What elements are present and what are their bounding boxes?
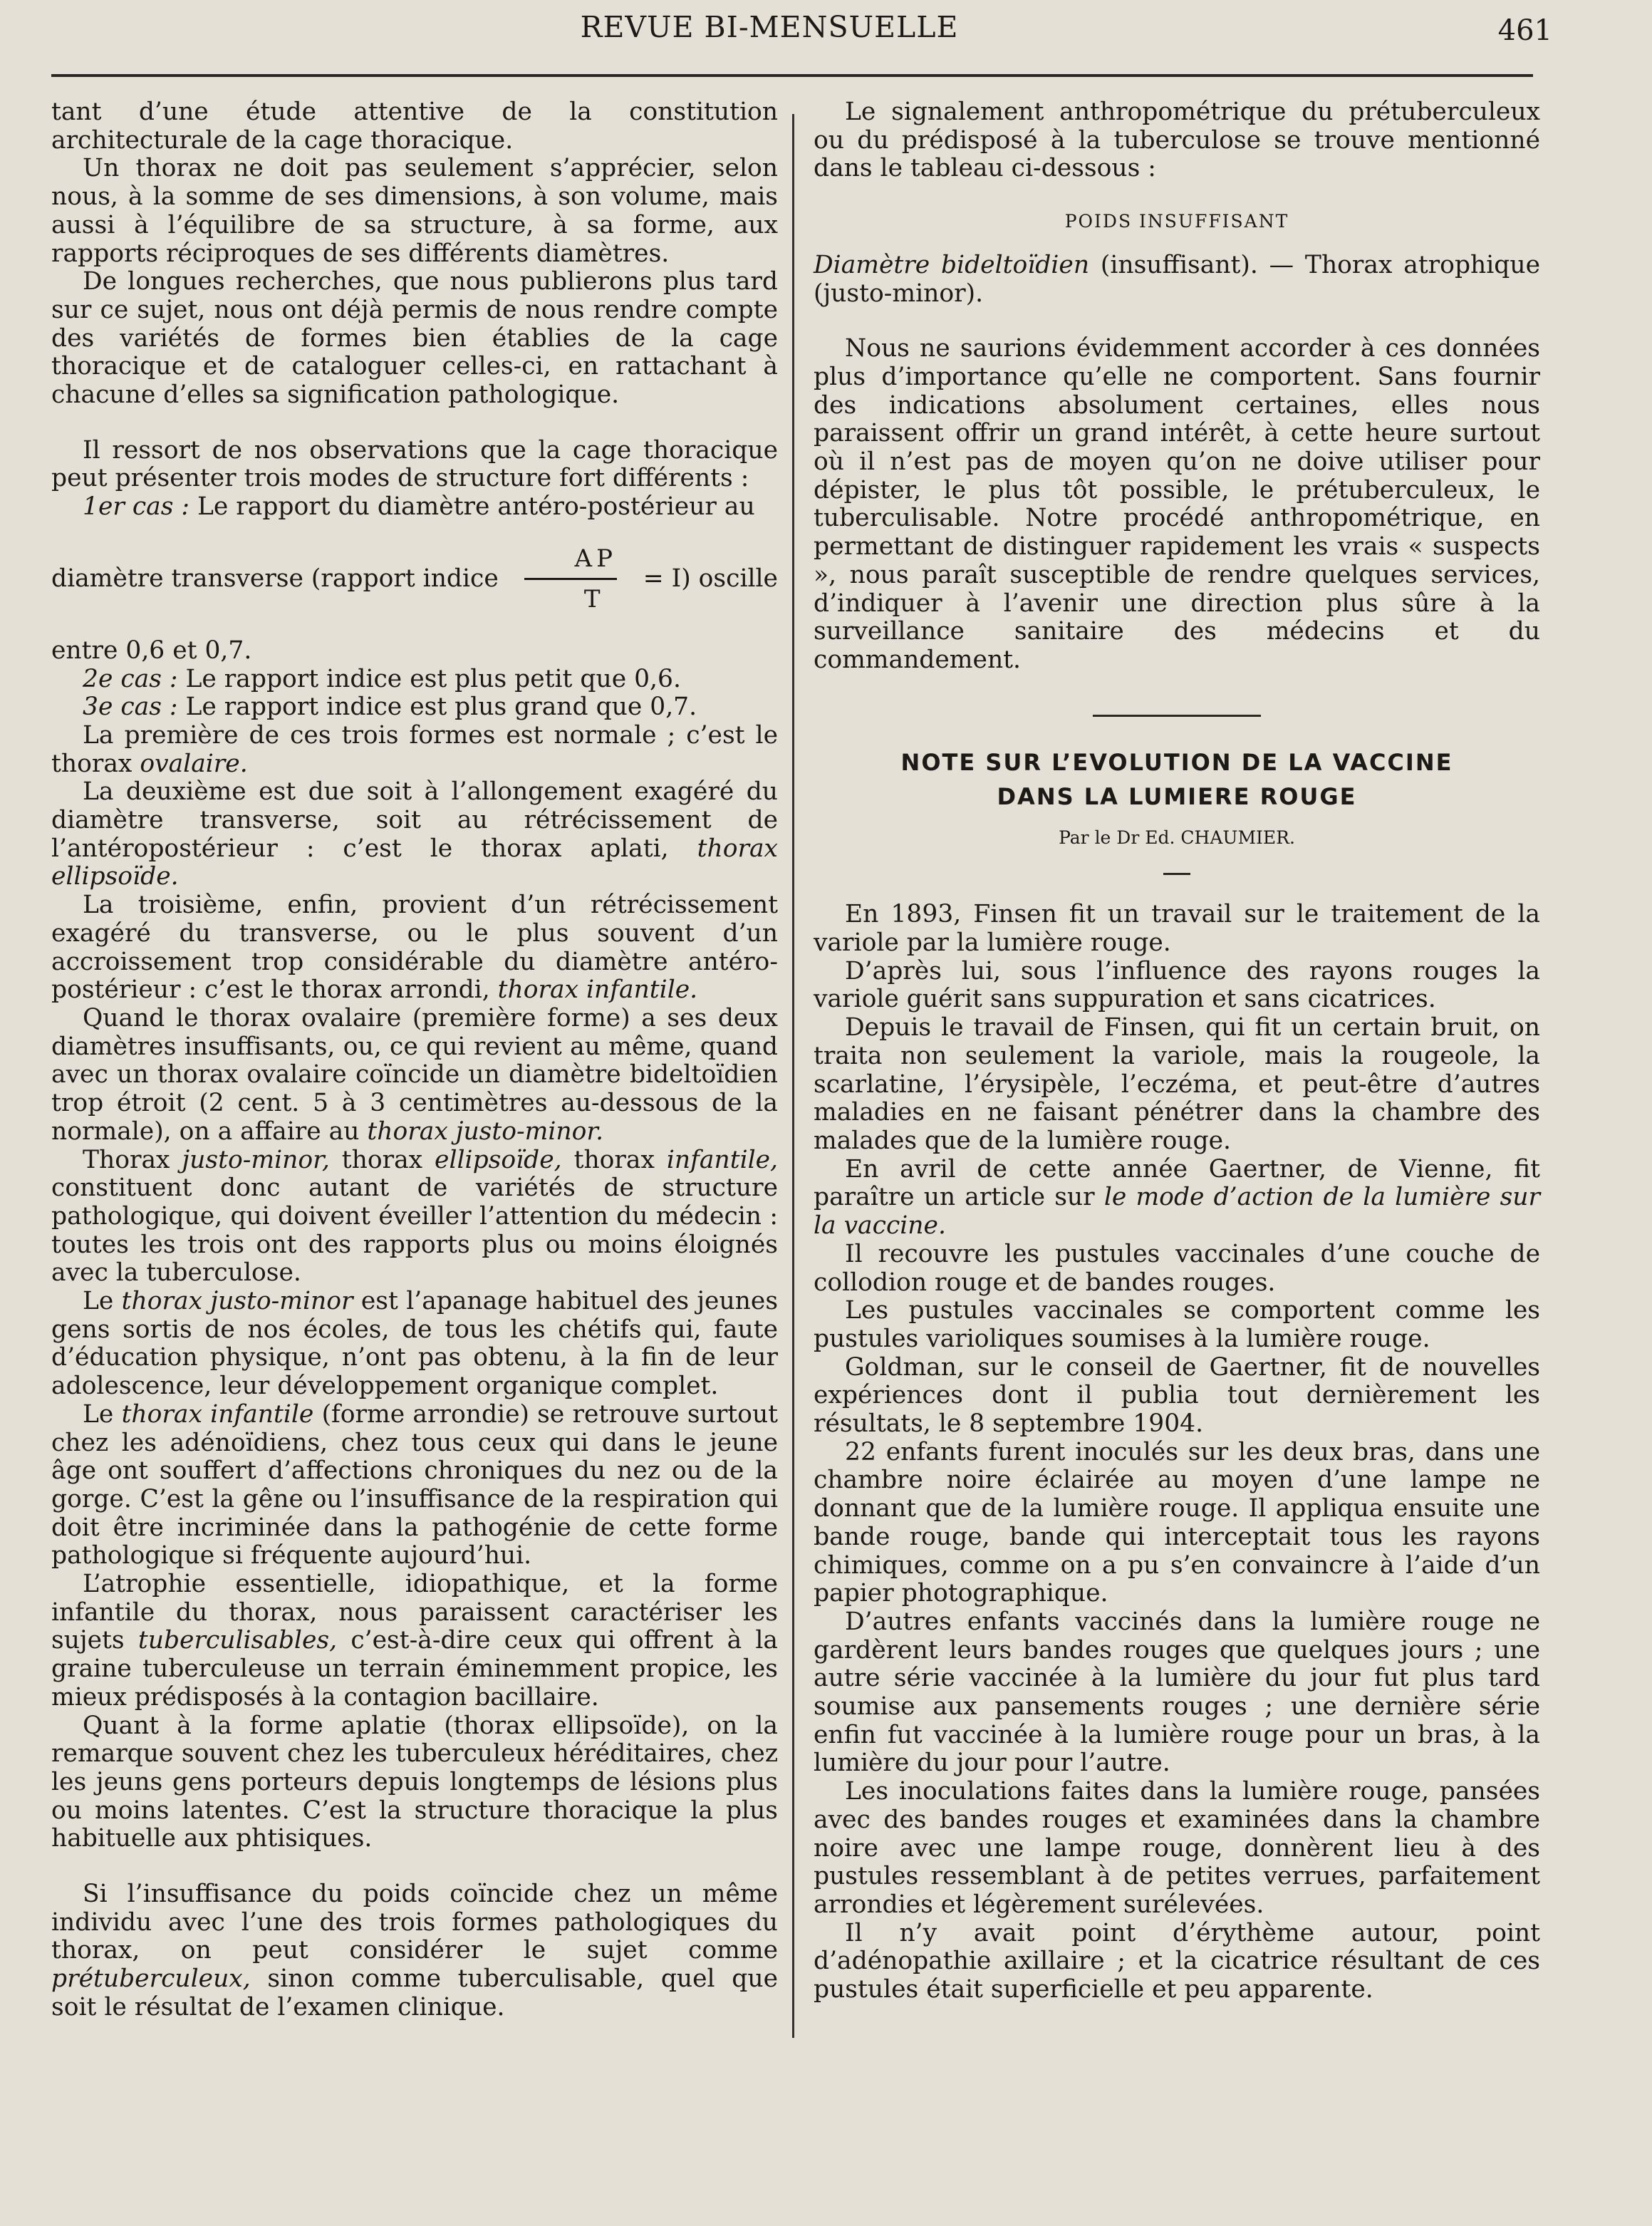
paragraph: Si l’insuffisance du poids coïncide chez un même individu avec l’une des trois formes pathologiques du thorax, on peut considérer le sujet comme prétuberculeux, sinon comme tuberculisable, quel que soit le résultat de l’examen clinique. — [51, 1880, 779, 2021]
paragraph: Il n’y avait point d’érythème autour, point d’adénopathie axillaire ; et la cicatrice résultant de ces pustules était superficielle et peu apparente. — [814, 1918, 1540, 2004]
paragraph: Quant à la forme aplatie (thorax ellipsoïde), on la remarque souvent chez les tuberculeux héréditaires, chez les jeuns gens porteurs depuis longtemps de lésions plus ou moins latentes. C’est la structure thoracique la plus habituelle aux phtisiques. — [51, 1711, 778, 1853]
paragraph: tant d’une étude attentive de la constitution architecturale de la cage thoracique. — [51, 98, 778, 155]
running-header: REVUE BI-MENSUELLE — [580, 10, 959, 44]
paragraph: Nous ne saurions évidemment accorder à ces données plus d’importance qu’elle ne comportent. Sans fournir des indications absolument certaines, elles nous paraissent offrir un grand intérêt, à cette heure surtout où il n’est pas de moyen qu’on ne doive utiliser pour dépister, le plus tôt possible, le prétuberculeux, le tuberculisable. Notre procédé anthropométrique, en permettant de distinguer rapidement les vrais « suspects », nous paraît susceptible de rendre quelques services, d’indiquer à l’avenir une direction plus sûre à la surveillance sanitaire des médecins et du commandement. — [814, 334, 1540, 674]
fraction: $\frac{AP}{T}$ — [524, 542, 617, 616]
paragraph: En avril de cette année Gaertner, de Vienne, fit paraître un article sur le mode d’action de la lumière sur la vaccine. — [814, 1154, 1540, 1241]
paragraph: Un thorax ne doit pas seulement s’apprécier, selon nous, à la somme de ses dimensions, à son volume, mais aussi à l’équilibre de sa structure, à sa forme, aux rapports réciproques de ses différents diamètres. — [51, 154, 778, 268]
paragraph: L’atrophie essentielle, idiopathique, et la forme infantile du thorax, nous paraissent caractériser les sujets tuberculisables, c’est-à-dire ceux qui offrent à la graine tuberculeuse un terrain éminemment propice, les mieux prédisposés à la contagion bacillaire. — [51, 1570, 779, 1712]
paragraph: Il recouvre les pustules vaccinales d’une couche de collodion rouge et de bandes rouges. — [814, 1239, 1540, 1297]
paragraph: Quand le thorax ovalaire (première forme) a ses deux diamètres insuffisants, ou, ce qui revient au même, quand avec un thorax ovalaire coïncide un diamètre bideltoïdien trop étroit (2 cent. 5 à 3 centimètres au-dessous de la normale), on a affaire au thorax justo-minor. — [51, 1003, 778, 1146]
paragraph: Le thorax justo-minor est l’apanage habituel des jeunes gens sortis de nos écoles, de tous les chétifs qui, faute d’éducation physique, n’ont pas obtenu, à la fin de leur adolescence, leur développement organique complet. — [51, 1287, 779, 1401]
page-number: 461 — [1497, 14, 1552, 47]
right-column — [814, 98, 1540, 2004]
column-divider — [792, 114, 794, 2038]
fraction-bar — [524, 578, 617, 580]
ratio-formula: diamètre transverse (rapport indice $\frac{AP}{T}$ = I) oscille — [51, 522, 778, 637]
paragraph: 22 enfants furent inoculés sur les deux bras, dans une chambre noire éclairée au moyen d’une lampe ne donnant que de la lumière rouge. Il appliqua ensuite une bande rouge, bande qui interceptait tous les rayons chimiques, comme on a pu s’en convaincre à l’aide d’un papier photographique. — [814, 1437, 1540, 1608]
table-entry: Diamètre bideltoïdien (insuffisant). — Thorax atrophique (justo-minor). — [814, 250, 1541, 308]
section-divider — [1093, 715, 1261, 717]
paragraph: En 1893, Finsen fit un travail sur le traitement de la variole par la lumière rouge. — [814, 900, 1540, 958]
paragraph: Il ressort de nos observations que la cage thoracique peut présenter trois modes de structure fort différents : — [51, 435, 778, 493]
byline: Par le Dr Ed. CHAUMIER. — [1059, 827, 1295, 848]
paragraph: Les inoculations faites dans la lumière rouge, pansées avec des bandes rouges et examinées dans la chambre noire avec une lampe rouge, donnèrent lieu à des pustules ressemblant à de petites verrues, parfaitement arrondies et légèrement surélevées. — [814, 1777, 1540, 1919]
paragraph: De longues recherches, que nous publierons plus tard sur ce sujet, nous ont déjà permis de nous rendre compte des variétés de formes bien établies de la cage thoracique et de cataloguer celles-ci, en rattachant à chacune d’elles sa signification pathologique. — [51, 267, 778, 410]
byline-dash — [1163, 873, 1190, 875]
left-column — [51, 98, 778, 2022]
table-heading: POIDS INSUFFISANT — [1064, 211, 1289, 232]
paragraph: D’autres enfants vaccinés dans la lumière rouge ne gardèrent leurs bandes rouges que quelques jours ; une autre série vaccinée à la lumière du jour fut plus tard soumise aux pansements rouges ; une dernière série enfin fut vaccinée à la lumière rouge pour un bras, à la lumière du jour pour l’autre. — [814, 1607, 1540, 1778]
header-rule — [51, 74, 1533, 77]
article-title: NOTE SUR L’EVOLUTION DE LA VACCINE DANS LA LUMIERE ROUGE — [900, 748, 1453, 810]
case-2: 2e cas : Le rapport indice est plus petit que 0,6. — [83, 664, 681, 693]
paragraph: D’après lui, sous l’influence des rayons rouges la variole guérit sans suppuration et sans cicatrices. — [814, 956, 1540, 1014]
paragraph: La deuxième est due soit à l’allongement exagéré du diamètre transverse, soit au rétrécissement de l’antéropostérieur : c’est le thorax aplati, thorax ellipsoïde. — [51, 777, 778, 891]
paragraph: Le signalement anthropométrique du prétuberculeux ou du prédisposé à la tuberculose se trouve mentionné dans le tableau ci-dessous : — [814, 98, 1540, 183]
case-1: 1er cas : Le rapport du diamètre antéro-postérieur au — [83, 492, 755, 522]
paragraph: Le thorax infantile (forme arrondie) se retrouve surtout chez les adénoïdiens, chez tous ceux qui dans le jeune âge ont souffert d’affections chroniques du nez ou de la gorge. C’est la gêne ou l’insuffisance de la respiration qui doit être incriminée dans la pathogénie de cette forme pathologique si fréquente aujourd’hui. — [51, 1399, 779, 1570]
paragraph: Depuis le travail de Finsen, qui fit un certain bruit, on traita non seulement la variole, mais la rougeole, la scarlatine, l’érysipèle, l’eczéma, et peut-être d’autres maladies en ne faisant pénétrer dans la chambre des malades que de la lumière rouge. — [814, 1013, 1540, 1155]
paragraph: entre 0,6 et 0,7. — [51, 636, 252, 665]
case-3: 3e cas : Le rapport indice est plus grand que 0,7. — [83, 693, 697, 722]
paragraph: Goldman, sur le conseil de Gaertner, fit de nouvelles expériences dont il publia tout dernièrement les résultats, le 8 septembre 1904. — [814, 1352, 1540, 1439]
paragraph: La troisième, enfin, provient d’un rétrécissement exagéré du transverse, ou le plus souvent d’un accroissement trop considérable du diamètre antéro-postérieur : c’est le thorax arrondi, thorax infantile. — [51, 891, 778, 1005]
paragraph: La première de ces trois formes est normale ; c’est le thorax ovalaire. — [51, 720, 778, 778]
paragraph: Thorax justo-minor, thorax ellipsoïde, thorax infantile, constituent donc autant de variétés de structure pathologique, qui doivent éveiller l’attention du médecin : toutes les trois ont des rapports plus ou moins éloignés avec la tuberculose. — [51, 1145, 779, 1288]
paragraph: Les pustules vaccinales se comportent comme les pustules varioliques soumises à la lumière rouge. — [814, 1296, 1540, 1353]
